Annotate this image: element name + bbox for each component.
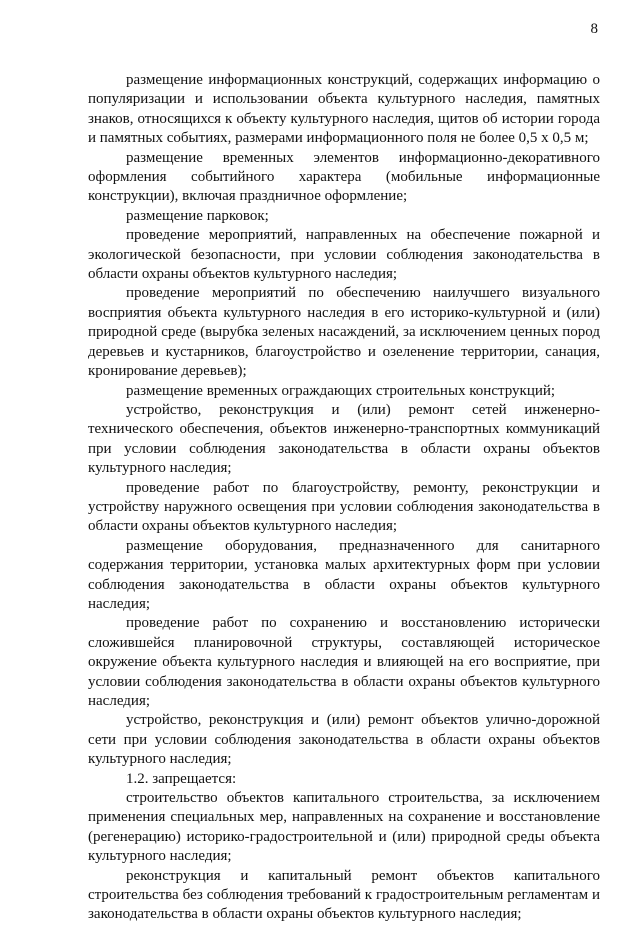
paragraph: устройство, реконструкция и (или) ремонт сетей инженерно-технического обеспечения, объектов инженерно-транспортных коммуникаций при условии соблюдения законодательства в области охраны объектов культурного наследия; [88,401,600,477]
paragraph: проведение мероприятий, направленных на обеспечение пожарной и экологической безопасности, при условии соблюдения законодательства в области охраны объектов культурного наследия; [88,227,600,283]
paragraph: реконструкция и капитальный ремонт объектов капитального строительства без соблюдения требований к градостроительным регламентам и законодательства в области охраны объектов культурного наследия; [88,867,600,923]
page-number: 8 [590,21,598,37]
paragraph: проведение работ по благоустройству, ремонту, реконструкции и устройству наружного освещения при условии соблюдения законодательства в области охраны объектов культурного наследия; [88,479,600,535]
paragraph: размещение оборудования, предназначенного для санитарного содержания территории, установка малых архитектурных форм при условии соблюдения законодательства в области охраны объектов культурного наследия; [88,537,600,612]
document-body [88,71,600,925]
paragraph: проведение работ по сохранению и восстановлению исторически сложившейся планировочной структуры, составляющей историческое окружение объекта культурного наследия и влияющей на его восприятие, при условии соблюдения законодательства в области охраны объектов культурного наследия; [88,615,600,709]
paragraph: размещение временных ограждающих строительных конструкций; [126,382,556,399]
paragraph: устройство, реконструкция и (или) ремонт объектов улично-дорожной сети при условии соблюдения законодательства в области охраны объектов культурного наследия; [88,712,600,768]
paragraph: размещение парковок; [126,207,269,224]
paragraph: проведение мероприятий по обеспечению наилучшего визуального восприятия объекта культурного наследия в его историко-культурной и (или) природной среде (вырубка зеленых насаждений, за исключением ценных пород деревьев и кустарников, благоустройство и озеленение территории, санация, кронирование деревьев); [88,285,600,380]
paragraph: размещение информационных конструкций, содержащих информацию о популяризации и использовании объекта культурного наследия, памятных знаков, относящихся к объекту культурного наследия, щитов об истории города и памятных событиях, размерами информационного поля не более 0,5 х 0,5 м; [88,72,600,147]
paragraph: размещение временных элементов информационно-декоративного оформления событийного характера (мобильные информационные конструкции), включая праздничное оформление; [88,149,600,205]
paragraph: строительство объектов капитального строительства, за исключением применения специальных мер, направленных на сохранение и восстановление (регенерацию) историко-градостроительной и (или) природной среды объекта культурного наследия; [88,790,600,865]
section-heading: 1.2. запрещается: [126,770,237,787]
